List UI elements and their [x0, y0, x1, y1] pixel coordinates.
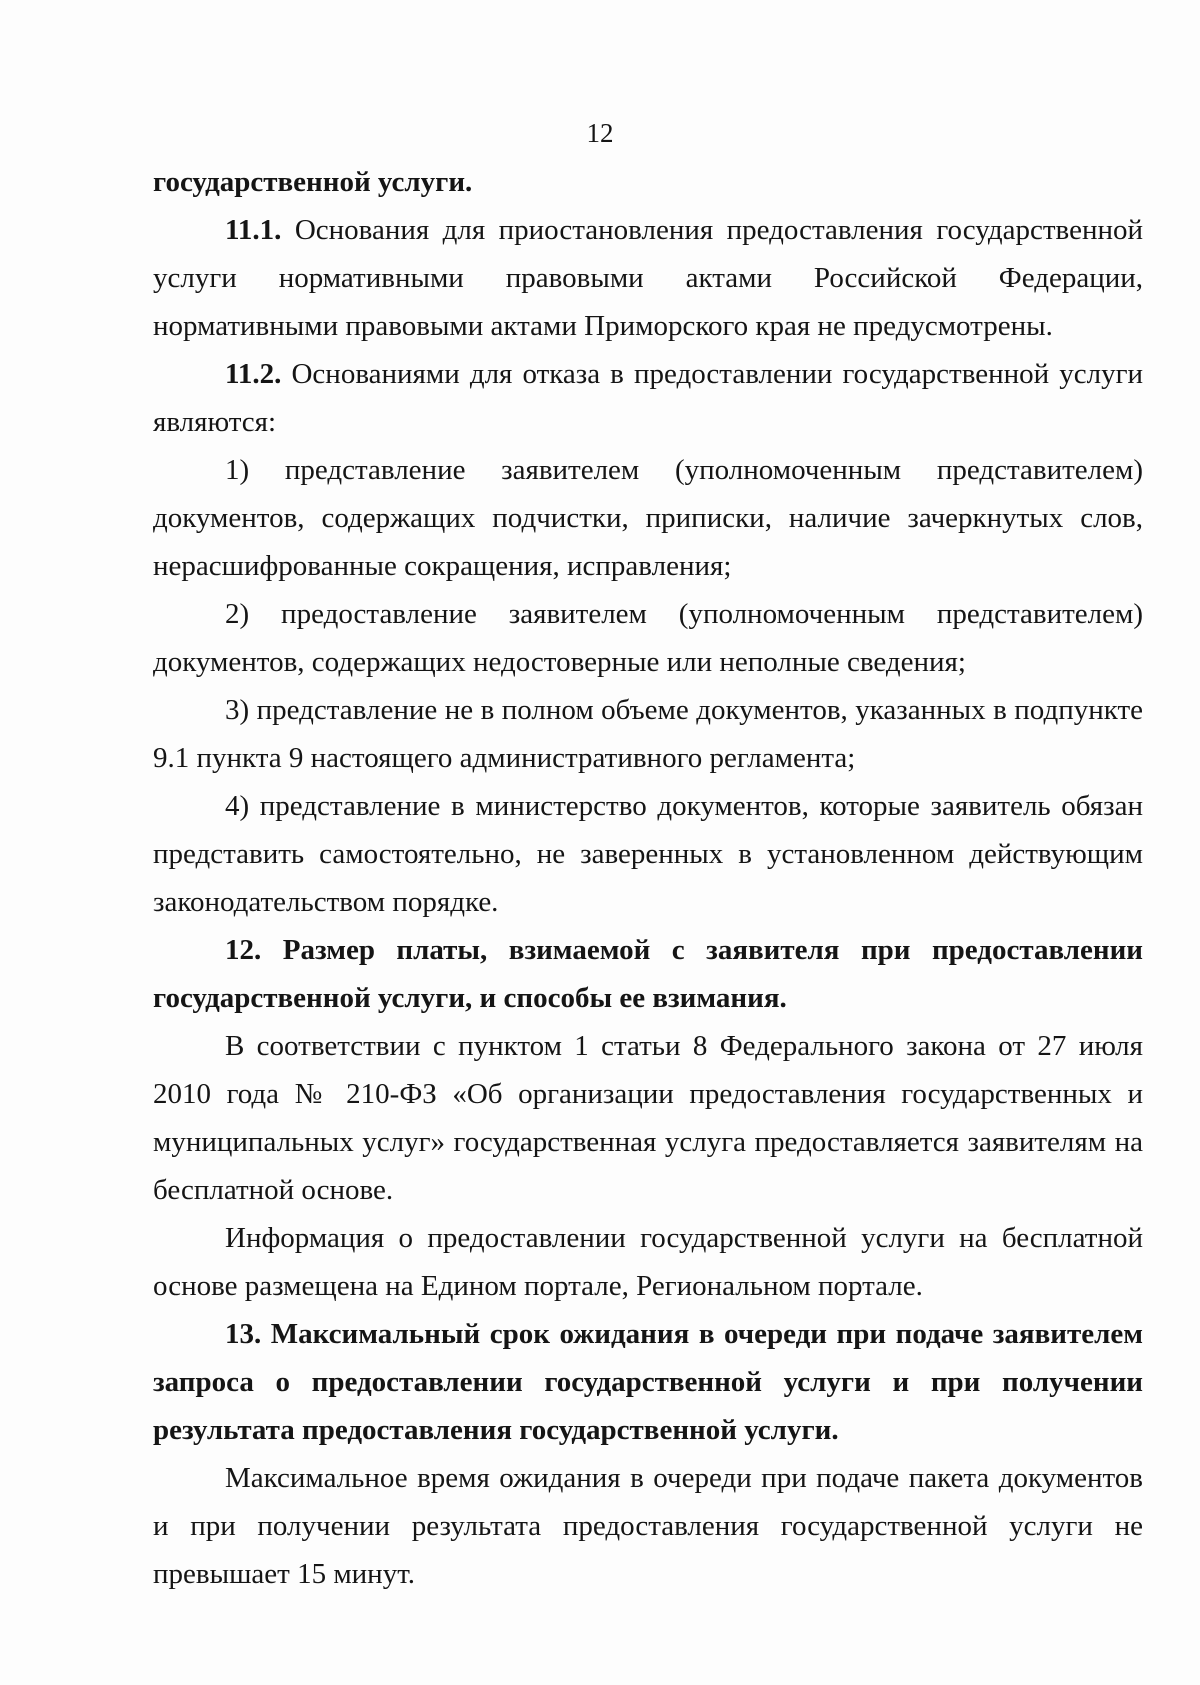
clause-number: 11.1.: [225, 214, 282, 246]
paragraph-11-1: 11.1. Основания для приостановления предоставления государственной услуги нормативными правовыми актами Российской Федерации, нормативными правовыми актами Приморского края не предусмотрены.: [153, 214, 1143, 342]
section-heading-13: 13. Максимальный срок ожидания в очереди при подаче заявителем запроса о предоставлении государственной услуги и при получении результата предоставления государственной услуги.: [153, 1318, 1143, 1446]
list-item-4: 4) представление в министерство документов, которые заявитель обязан представить самостоятельно, не заверенных в установленном действующим законодательством порядке.: [153, 790, 1143, 918]
list-item-1: 1) представление заявителем (уполномоченным представителем) документов, содержащих подчистки, приписки, наличие зачеркнутых слов, нерасшифрованные сокращения, исправления;: [153, 454, 1143, 582]
list-item-3: 3) представление не в полном объеме документов, указанных в подпункте 9.1 пункта 9 настоящего административного регламента;: [153, 694, 1143, 774]
document-body: [153, 158, 1143, 1598]
heading-continuation: государственной услуги.: [153, 166, 473, 198]
section-heading-12: 12. Размер платы, взимаемой с заявителя при предоставлении государственной услуги, и способы ее взимания.: [153, 934, 1143, 1014]
paragraph-12-info: Информация о предоставлении государственной услуги на бесплатной основе размещена на Едином портале, Региональном портале.: [153, 1222, 1143, 1302]
list-item-2: 2) предоставление заявителем (уполномоченным представителем) документов, содержащих недостоверные или неполные сведения;: [153, 598, 1143, 678]
paragraph-11-2: 11.2. Основаниями для отказа в предоставлении государственной услуги являются:: [153, 358, 1143, 438]
paragraph-13-body: Максимальное время ожидания в очереди при подаче пакета документов и при получении результата предоставления государственной услуги не превышает 15 минут.: [153, 1462, 1143, 1590]
paragraph-12-body: В соответствии с пунктом 1 статьи 8 Федерального закона от 27 июля 2010 года № 210-ФЗ «Об организации предоставления государственных и муниципальных услуг» государственная услуга предоставляется заявителям на бесплатной основе.: [153, 1030, 1143, 1206]
page-number: 12: [586, 118, 614, 148]
clause-number: 11.2.: [225, 358, 282, 390]
